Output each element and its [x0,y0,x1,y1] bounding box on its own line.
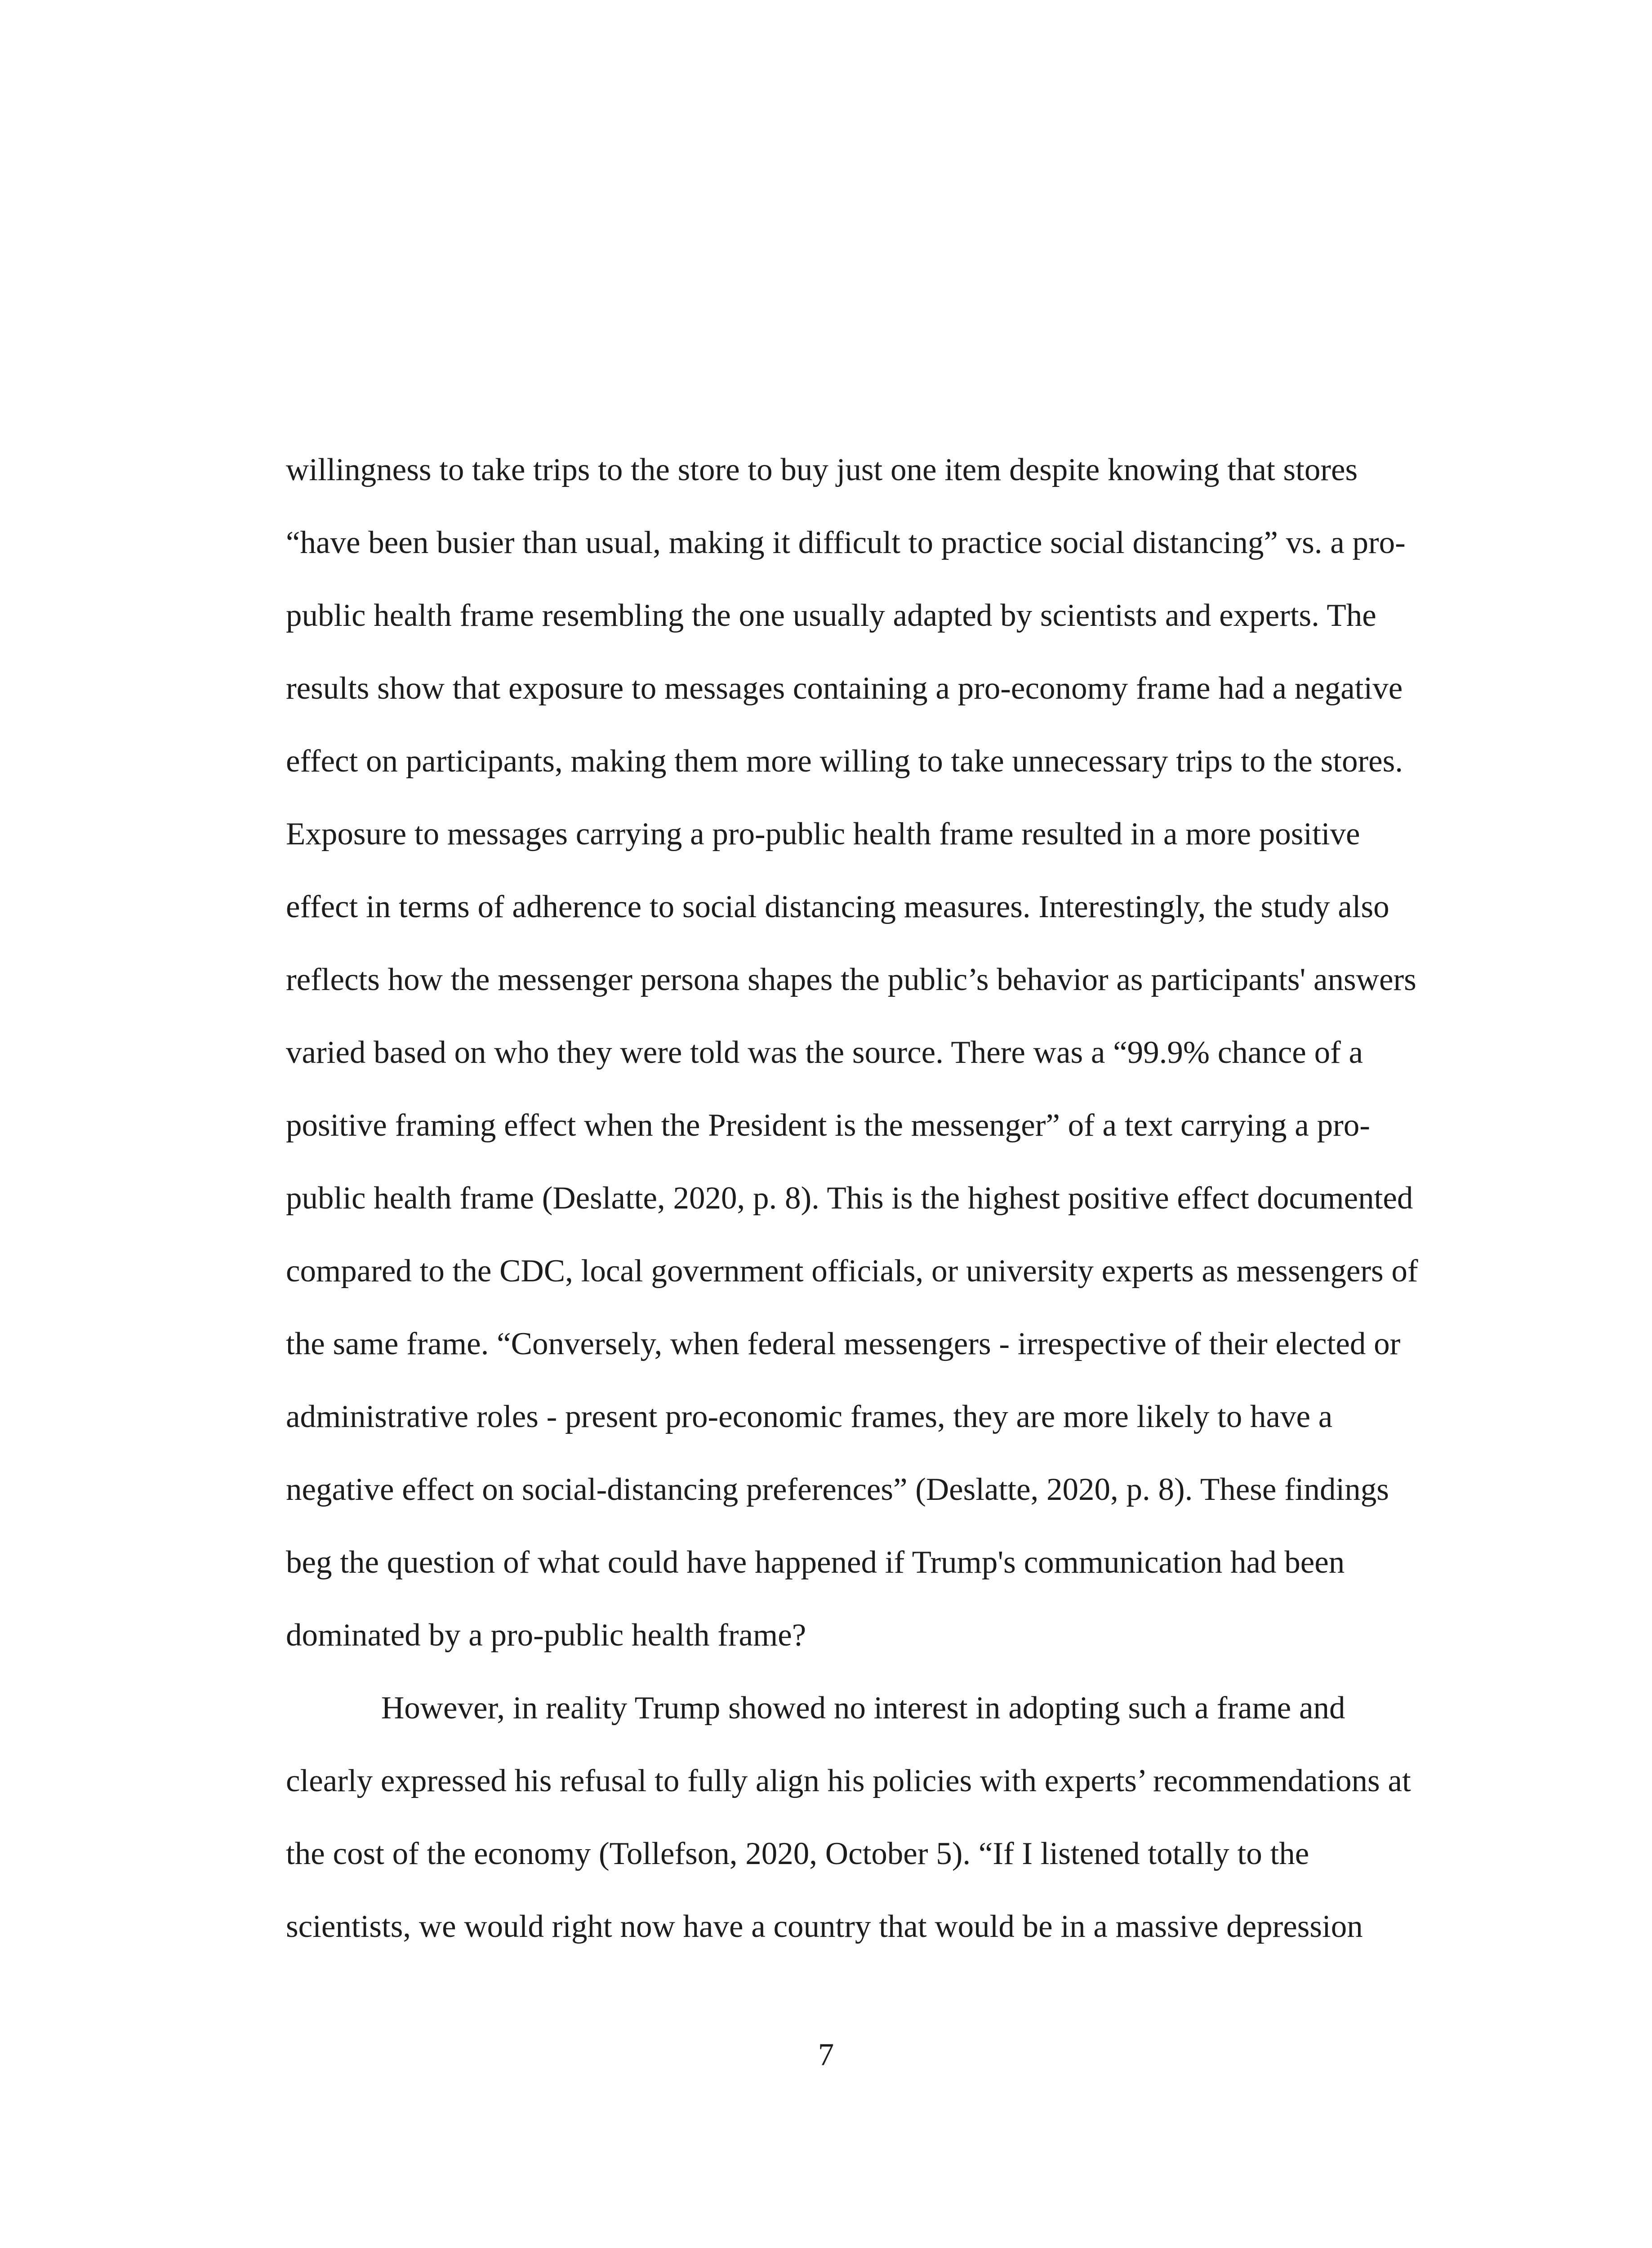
text-line: effect on participants, making them more willing to take unnecessary trips to the stores. [286,744,1403,779]
text-line: the cost of the economy (Tollefson, 2020, October 5). “If I listened totally to the [286,1836,1309,1871]
text-line: results show that exposure to messages containing a pro-economy frame had a negative [286,671,1403,706]
text-line: scientists, we would right now have a country that would be in a massive depression [286,1909,1363,1944]
text-line: administrative roles - present pro-economic frames, they are more likely to have a [286,1399,1333,1434]
text-line: beg the question of what could have happened if Trump's communication had been [286,1545,1345,1580]
text-line: “have been busier than usual, making it difficult to practice social distancing” vs. a pro- [286,525,1406,560]
page-number: 7 [818,2037,834,2072]
text-line: varied based on who they were told was the source. There was a “99.9% chance of a [286,1035,1363,1070]
text-line: effect in terms of adherence to social distancing measures. Interestingly, the study also [286,889,1389,924]
text-line: public health frame resembling the one usually adapted by scientists and experts. The [286,598,1376,633]
paragraph-start-line: However, in reality Trump showed no interest in adopting such a frame and [381,1690,1345,1726]
text-line: the same frame. “Conversely, when federal messengers - irrespective of their elected or [286,1326,1401,1361]
text-line: public health frame (Deslatte, 2020, p. 8). This is the highest positive effect documented [286,1181,1413,1216]
text-line: clearly expressed his refusal to fully align his policies with experts’ recommendations at [286,1763,1411,1798]
text-line: reflects how the messenger persona shapes the public’s behavior as participants' answers [286,962,1416,997]
text-line: compared to the CDC, local government officials, or university experts as messengers of [286,1253,1418,1289]
text-line: dominated by a pro-public health frame? [286,1618,806,1653]
text-line: negative effect on social-distancing preferences” (Deslatte, 2020, p. 8). These findings [286,1472,1389,1507]
text-line: Exposure to messages carrying a pro-public health frame resulted in a more positive [286,816,1360,852]
text-line: positive framing effect when the President is the messenger” of a text carrying a pro- [286,1108,1370,1143]
text-line: willingness to take trips to the store to buy just one item despite knowing that stores [286,452,1358,487]
